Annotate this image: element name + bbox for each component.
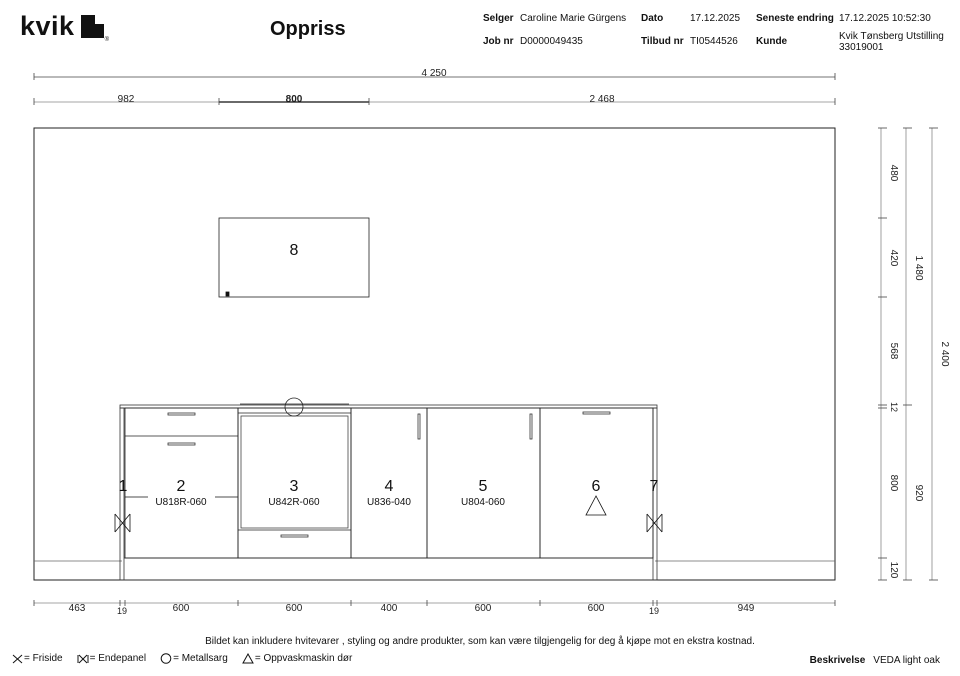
legend-metallsarg-label: = Metallsarg xyxy=(173,653,228,664)
top-dim-1: 982 xyxy=(117,94,135,105)
page-title: Oppriss xyxy=(270,18,346,40)
legend-metallsarg xyxy=(160,653,228,664)
description xyxy=(810,655,940,666)
total-width-label: 4 250 xyxy=(421,68,447,79)
job-value: D0000049435 xyxy=(520,36,583,47)
worktop xyxy=(120,405,657,408)
legend-endepanel xyxy=(77,653,146,664)
bottom-dim-4: 600 xyxy=(285,603,303,614)
legend-friside-label: = Friside xyxy=(24,653,63,664)
bottom-dim-8: 19 xyxy=(648,606,660,616)
wall-outline xyxy=(34,128,835,580)
legend xyxy=(12,653,366,664)
unit-2-handle-door xyxy=(168,443,195,445)
top-dim-3: 2 468 xyxy=(589,94,615,105)
description-label: Beskrivelse xyxy=(809,655,866,666)
unit-5-handle xyxy=(530,414,532,439)
unit-2-handle-top xyxy=(168,413,195,415)
bottom-dim-1: 463 xyxy=(68,603,86,614)
unit-6-handle xyxy=(583,412,610,414)
unit-code-5: U804-060 xyxy=(461,497,505,508)
metallsarg-icon xyxy=(160,653,172,664)
dishwasher-door-icon xyxy=(586,496,606,515)
hood-switch xyxy=(226,292,229,296)
bottom-dim-6: 600 xyxy=(474,603,492,614)
endepanel-icon-right xyxy=(647,514,662,532)
footnote: Bildet kan inkludere hvitevarer , styling og andre produkter, som kan være tilgjengelig for deg å kjøpe mot en ekstra kostnad. xyxy=(205,636,755,647)
dishwasher-door-legend-icon xyxy=(242,653,254,664)
description-value: VEDA light oak xyxy=(873,655,940,666)
right-dim-568: 568 xyxy=(888,342,899,360)
logo-text: kvik xyxy=(20,11,75,41)
last-change-label: Seneste endring xyxy=(756,13,834,24)
seller-value: Caroline Marie Gürgens xyxy=(520,13,627,24)
endepanel-icon xyxy=(77,654,89,664)
right-dim-800: 800 xyxy=(888,474,899,492)
unit-number-1: 1 xyxy=(118,478,128,495)
friside-icon xyxy=(12,654,23,664)
endepanel-icon-left xyxy=(115,514,130,532)
top-dim-2: 800 xyxy=(285,94,303,105)
right-dim-920: 920 xyxy=(913,484,924,502)
date-value: 17.12.2025 xyxy=(690,13,741,24)
legend-friside xyxy=(12,653,63,664)
right-dim-420: 420 xyxy=(888,249,899,267)
customer-label: Kunde xyxy=(756,36,788,47)
unit-3-handle xyxy=(281,535,308,537)
bottom-dim-5: 400 xyxy=(380,603,398,614)
right-dim-1480: 1 480 xyxy=(913,255,924,281)
dishwasher-door xyxy=(241,416,348,528)
offer-value: TI0544526 xyxy=(690,36,738,47)
date-label: Dato xyxy=(641,13,664,24)
customer-line1: Kvik Tønsberg Utstilling xyxy=(839,31,944,42)
right-dim-480: 480 xyxy=(888,164,899,182)
offer-label: Tilbud nr xyxy=(641,36,684,47)
bottom-dim-9: 949 xyxy=(737,603,755,614)
bottom-dim-3: 600 xyxy=(172,603,190,614)
unit-number-5: 5 xyxy=(478,478,488,495)
unit-number-2: 2 xyxy=(176,478,186,495)
legend-dishwasher xyxy=(242,653,353,664)
unit-number-3: 3 xyxy=(289,478,299,495)
legend-dishwasher-label: = Oppvaskmaskin dør xyxy=(254,653,353,664)
unit-number-8: 8 xyxy=(289,242,299,259)
customer-line2: 33019001 xyxy=(839,42,884,53)
bottom-dim-2: 19 xyxy=(116,606,128,616)
legend-endepanel-label: = Endepanel xyxy=(89,653,147,664)
job-label: Job nr xyxy=(483,36,514,47)
right-dim-120: 120 xyxy=(888,561,899,579)
unit-code-2: U818R-060 xyxy=(155,497,207,508)
unit-number-6: 6 xyxy=(591,478,601,495)
logo-registered: ® xyxy=(104,37,109,43)
last-change-value: 17.12.2025 10:52:30 xyxy=(839,13,931,24)
bottom-dim-7: 600 xyxy=(587,603,605,614)
right-dim-2400: 2 400 xyxy=(939,341,950,367)
unit-number-7: 7 xyxy=(649,478,659,495)
unit-code-4: U836-040 xyxy=(367,497,411,508)
right-dim-12: 12 xyxy=(889,401,899,413)
unit-4-handle xyxy=(418,414,420,439)
unit-code-3: U842R-060 xyxy=(268,497,320,508)
seller-label: Selger xyxy=(483,13,514,24)
unit-number-4: 4 xyxy=(384,478,394,495)
